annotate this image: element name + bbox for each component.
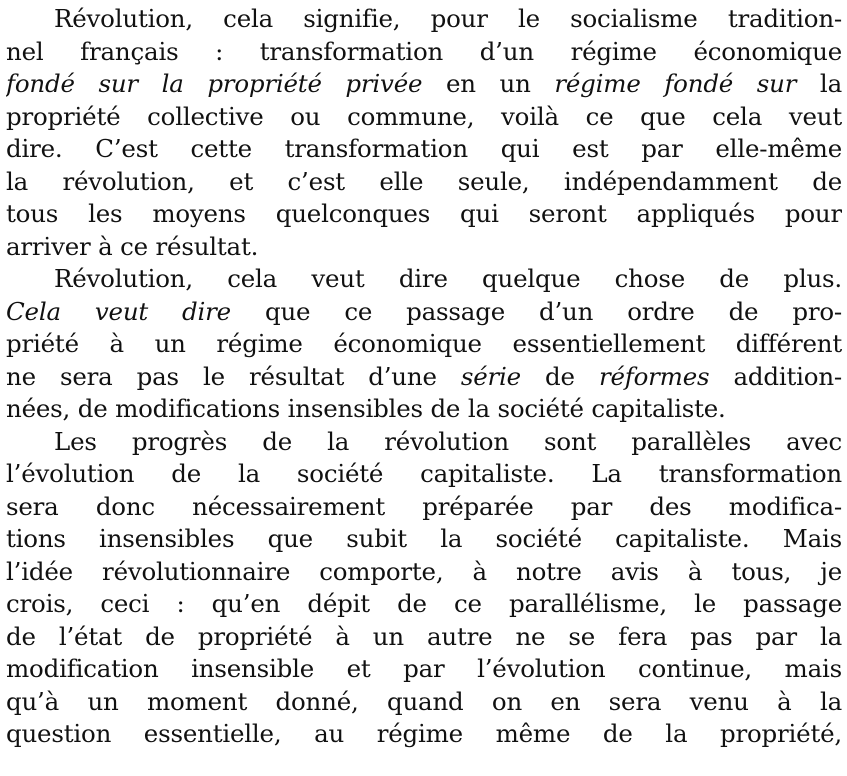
text-line: tous les moyens quelconques qui seront appliqués pour	[6, 199, 842, 228]
text-line: de l’état de propriété à un autre ne se fera pas par la	[6, 621, 842, 651]
text-line: Les progrès de la révolution sont parallèles avec	[54, 426, 842, 456]
text-line: l’idée révolutionnaire comporte, à notre avis à tous, je	[6, 556, 842, 586]
text-line: sera donc nécessairement préparée par des modifica-	[6, 491, 842, 521]
text-line: modification insensible et par l’évolution continue, mais	[6, 654, 842, 683]
text-line: fondé sur la propriété privée en un régime fondé sur la	[6, 69, 842, 98]
text-line: dire. C’est cette transformation qui est par elle-même	[6, 134, 842, 163]
paragraph-3	[6, 426, 842, 751]
text-line: ne sera pas le résultat d’une série de réformes addition-	[6, 361, 842, 391]
paragraph-2	[6, 263, 842, 426]
text-line: arriver à ce résultat.	[6, 231, 259, 261]
document-page	[6, 0, 842, 751]
text-line: tions insensibles que subit la société capitaliste. Mais	[6, 524, 842, 553]
text-line: nées, de modifications insensibles de la société capitaliste.	[6, 394, 726, 423]
text-line: Révolution, cela signifie, pour le socialisme tradition-	[54, 4, 842, 33]
text-line: la révolution, et c’est elle seule, indépendamment de	[6, 166, 842, 196]
text-line: qu’à un moment donné, quand on en sera venu à la	[6, 686, 842, 716]
text-line: crois, ceci : qu’en dépit de ce parallélisme, le passage	[6, 589, 842, 618]
text-line: l’évolution de la société capitaliste. La transformation	[6, 459, 842, 488]
text-line: priété à un régime économique essentiellement différent	[6, 329, 842, 358]
text-line: question essentielle, au régime même de la propriété,	[6, 719, 842, 748]
text-line: Révolution, cela veut dire quelque chose de plus.	[54, 264, 842, 293]
text-line: nel français : transformation d’un régime économique	[6, 36, 842, 66]
text-line: propriété collective ou commune, voilà ce que cela veut	[6, 101, 842, 131]
text-line: Cela veut dire que ce passage d’un ordre de pro-	[6, 296, 842, 326]
paragraph-1	[6, 3, 842, 263]
